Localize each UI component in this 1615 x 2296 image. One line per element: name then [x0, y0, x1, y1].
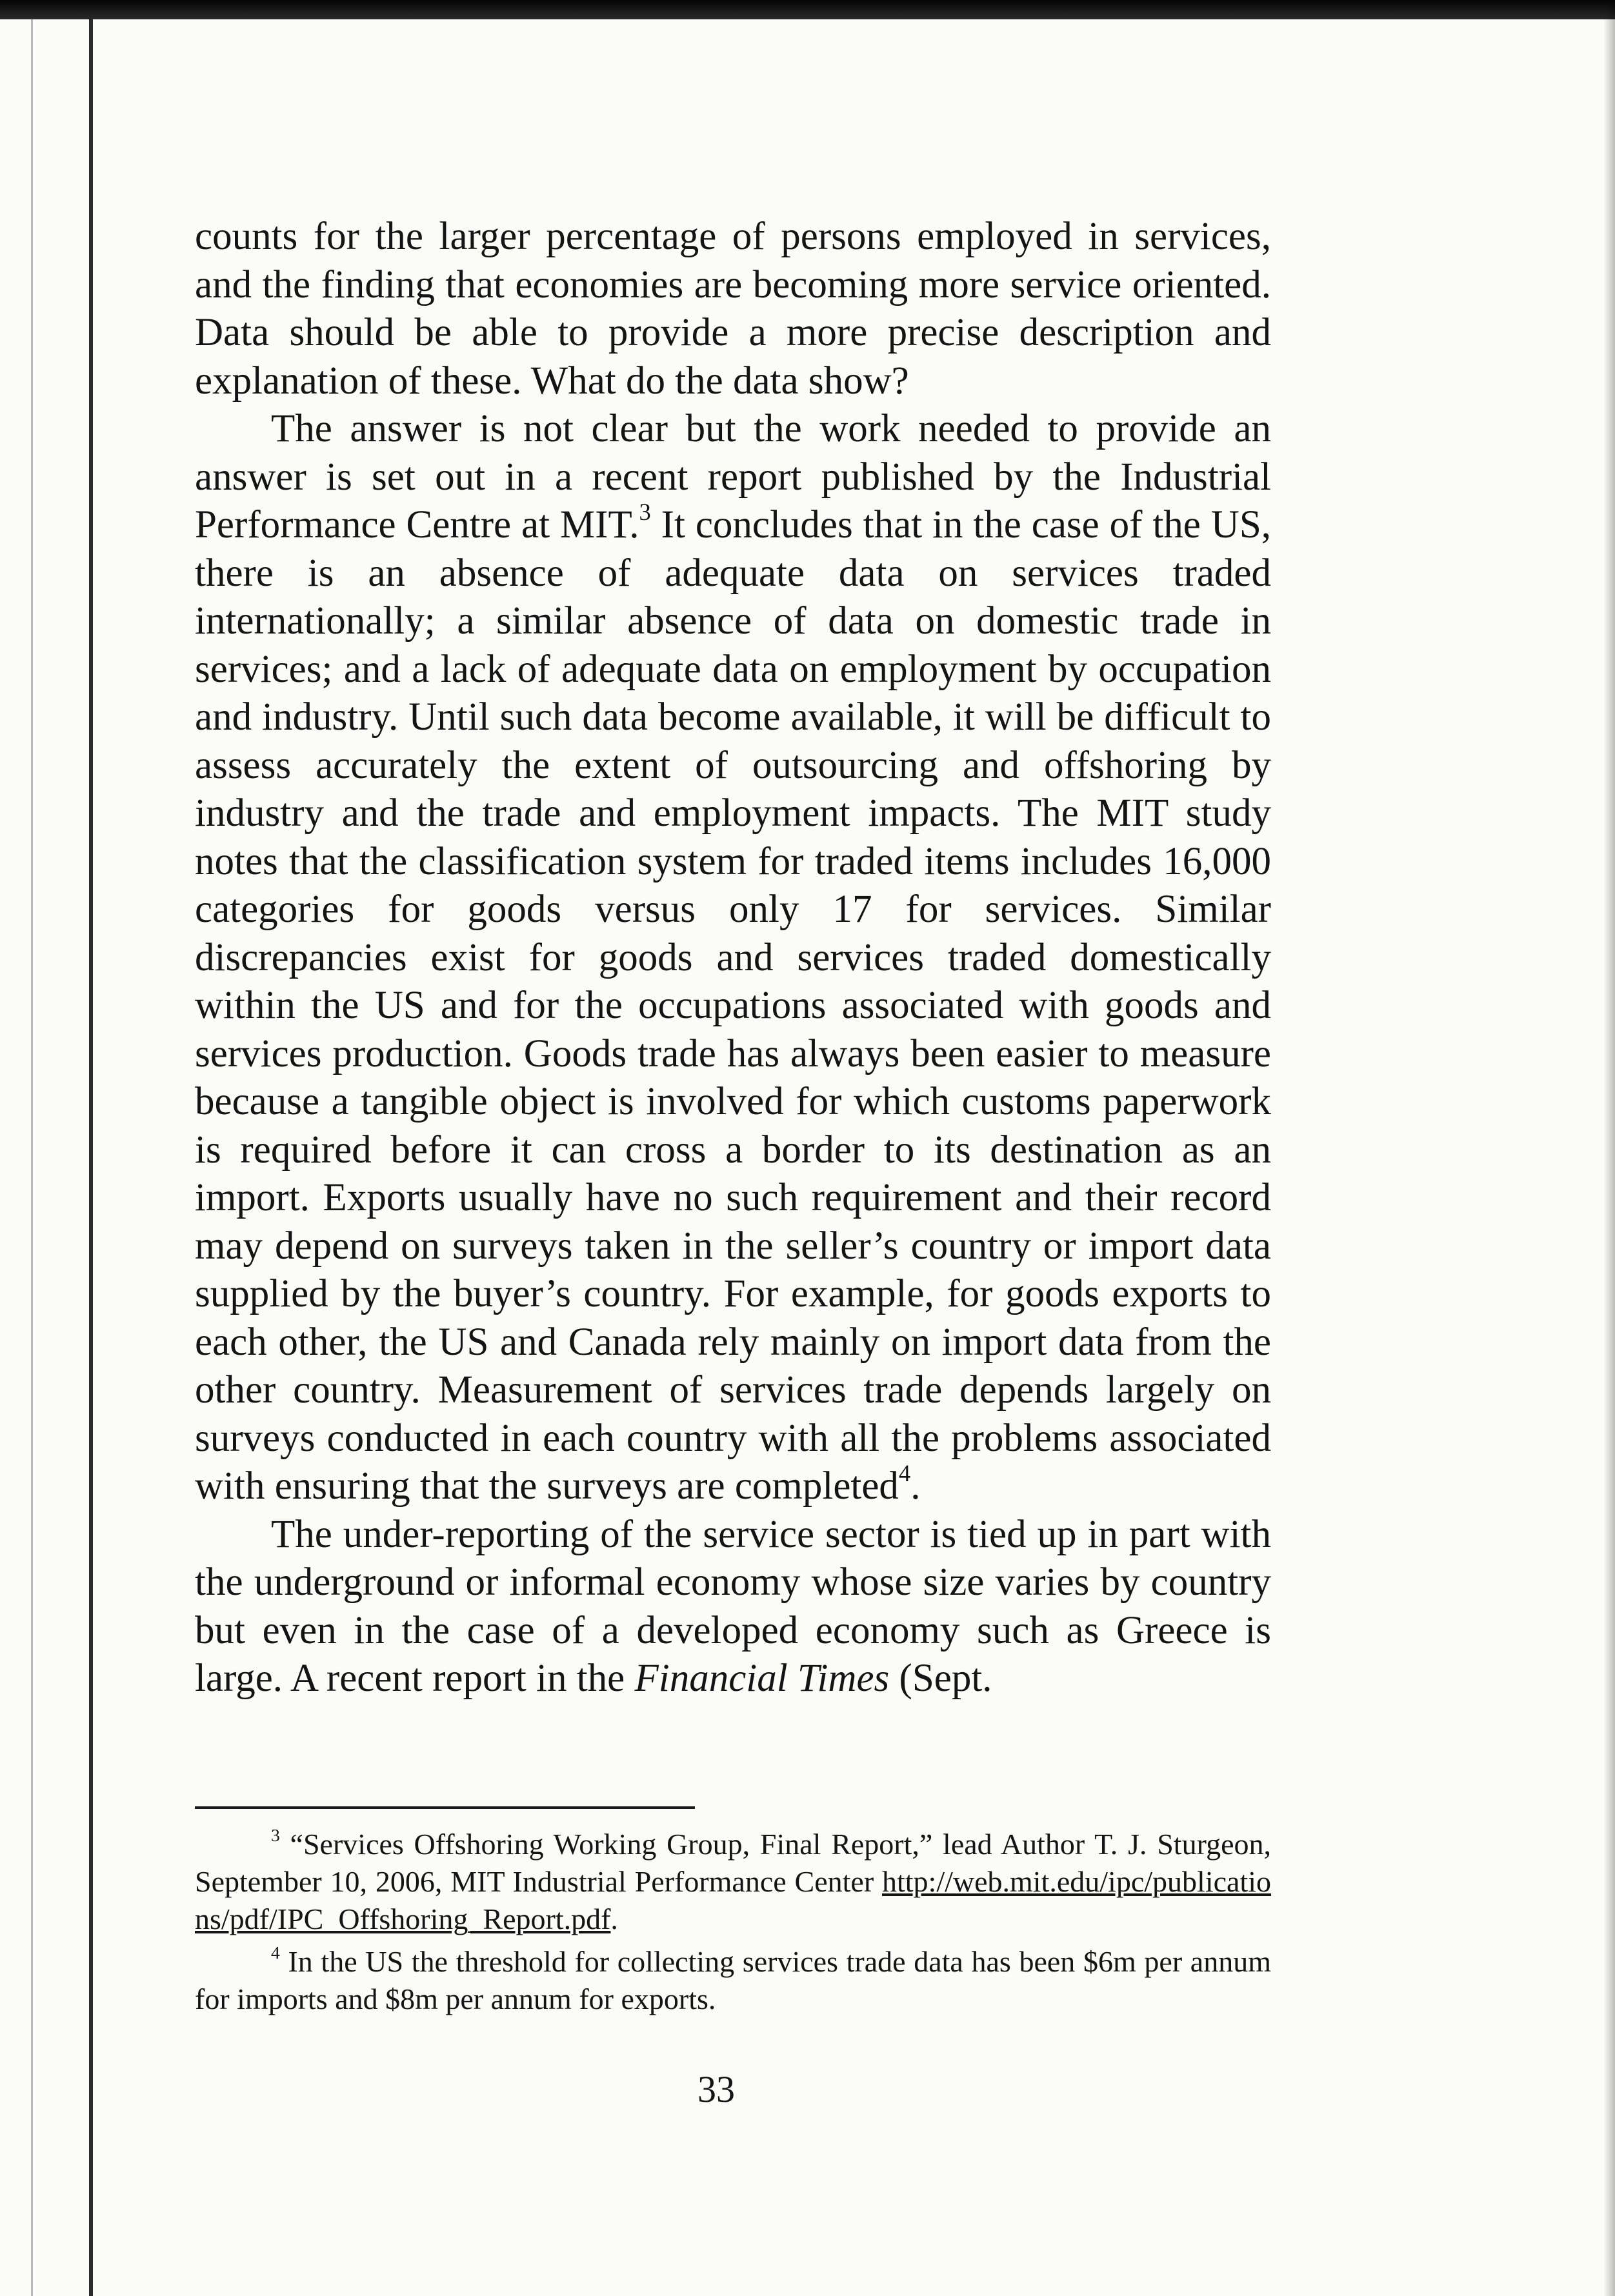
binding-line [89, 19, 93, 2296]
footnote-3 [195, 1826, 1271, 1938]
paragraph-3 [195, 1511, 1271, 1703]
footnote-ref-3[interactable]: 3 [639, 499, 651, 526]
footnote-ref-4[interactable]: 4 [898, 1460, 911, 1487]
footnote-3-text: “Services Offshoring Working Group, Final Report,” lead Author T. J. Sturgeon, September 10, 2006, MIT Industrial Performance Center [195, 1828, 1271, 1898]
paragraph-2-text-b: It concludes that in the case of the US, there is an absence of adequate data on services traded internationally; a similar absence of data on domestic trade in services; and a lack of adequate data on employment by occupation and industry. Until such data become available, it will be difficult to assess accurately the extent of outsourcing and offshoring by industry and the trade and employment impacts. The MIT study notes that the classification system for traded items includes 16,000 categories for goods versus only 17 for services. Similar discrepancies exist for goods and services traded domestically within the US and for the occupations associated with goods and services production. Goods trade has always been easier to measure because a tangible object is involved for which customs paperwork is required before it can cross a border to its destination as an import. Exports usually have no such requirement and their record may depend on surveys taken in the seller’s country or import data supplied by the buyer’s country. For example, for goods exports to each other, the US and Canada rely mainly on import data from the other country. Measurement of services trade depends largely on surveys conducted in each country with all the problems associated with ensuring that the surveys are completed [195, 503, 1271, 1508]
paragraph-3-text-a: The under-reporting of the service sector is tied up in part with the underground or informal economy whose size varies by country but even in the case of a developed economy such as Greece is large. A recent report in the [195, 1512, 1271, 1700]
scan-shadow-right [1603, 0, 1615, 2296]
binding-edge [31, 19, 33, 2296]
footnote-rule [195, 1806, 695, 1809]
paragraph-1 [195, 213, 1271, 405]
footnote-3-link[interactable]: http://web.mit.edu/ipc/publications/pdf/IPC_Offshoring_Report.pdf [195, 1865, 1271, 1935]
paragraph-3-text-b: (Sept. [889, 1657, 992, 1700]
paragraph-2-end: . [910, 1464, 921, 1508]
paragraph-1-text: counts for the larger percentage of persons employed in services, and the finding that economies are becoming more service oriented. Data should be able to provide a more precise description and explanation of these. What do the data show? [195, 215, 1271, 403]
footnote-3-end: . [610, 1902, 618, 1935]
footnote-4-text: In the US the threshold for collecting services trade data has been $6m per annum for imports and $8m per annum for exports. [195, 1945, 1271, 2015]
publication-title: Financial Times [634, 1657, 890, 1700]
paragraph-2-text-a: The answer is not clear but the work needed to provide an answer is set out in a recent report published by the Industrial Performance Centre at MIT. [195, 407, 1271, 546]
scan-shadow-top [0, 0, 1615, 19]
footnotes [195, 1826, 1271, 2018]
footnote-4 [195, 1943, 1271, 2018]
body-text [195, 213, 1271, 1703]
page-number: 33 [697, 2068, 735, 2110]
footnote-3-marker: 3 [271, 1824, 280, 1845]
paragraph-2 [195, 405, 1271, 1511]
footnote-4-marker: 4 [271, 1942, 280, 1962]
